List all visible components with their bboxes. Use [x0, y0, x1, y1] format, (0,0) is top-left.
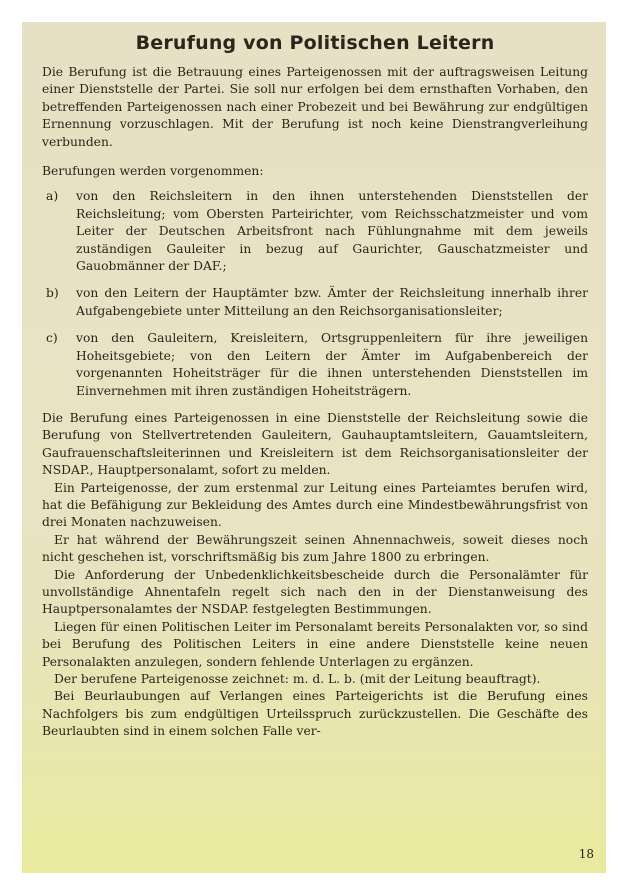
body-paragraph: Die Berufung eines Parteigenossen in eine Dienststelle der Reichsleitung sowie die Berufung von Stellvertretenden Gauleitern, Gauhauptamtsleitern, Gauamtsleitern, Gaufrauenschaftsleiterinnen und Kreisleitern ist dem Reichsorganisationsleiter der NSDAP., Hauptpersonalamt, sofort zu melden. — [42, 410, 588, 478]
body-paragraph: Bei Beurlaubungen auf Verlangen eines Parteigerichts ist die Berufung eines Nachfolgers bis zum endgültigen Urteilsspruch zurückzustellen. Die Geschäfte des Beurlaubten sind in einem solchen Falle ver- — [42, 689, 588, 739]
list-marker: a) — [46, 189, 59, 204]
body-paragraph: Er hat während der Bewährungszeit seinen Ahnennachweis, soweit dieses noch nicht geschehen ist, vorschriftsmäßig bis zum Jahre 1800 zu erbringen. — [42, 532, 588, 565]
list-item-text: von den Leitern der Hauptämter bzw. Ämter der Reichsleitung innerhalb ihrer Aufgabengebiete unter Mitteilung an den Reichsorganisationsleiter; — [76, 286, 588, 318]
document-page — [22, 22, 606, 873]
list-marker: b) — [46, 286, 59, 301]
page-number: 18 — [578, 847, 594, 861]
body-paragraph: Die Anforderung der Unbedenklichkeitsbescheide durch die Personalämter für unvollständige Ahnentafeln regelt sich nach den in der Dienstanweisung des Hauptpersonalamtes der NSDAP. festgelegten Bestimmungen. — [42, 567, 588, 617]
list-lead: Berufungen werden vorgenommen: — [42, 164, 264, 179]
list-item-c — [42, 330, 588, 400]
body-paragraph: Liegen für einen Politischen Leiter im Personalamt bereits Personalakten vor, so sind bei Berufung des Politischen Leiters in eine andere Dienststelle keine neuen Personalakten anzulegen, sondern fehlende Unterlagen zu ergänzen. — [42, 619, 588, 669]
body-paragraph: Der berufene Parteigenosse zeichnet: m. d. L. b. (mit der Leitung beauftragt). — [54, 672, 541, 686]
page-title: Berufung von Politischen Leitern — [135, 32, 495, 54]
list-item-a — [42, 188, 588, 275]
list-marker: c) — [46, 331, 58, 346]
intro-paragraph: Die Berufung ist die Betrauung eines Parteigenossen mit der auftragsweisen Leitung einer Dienststelle der Partei. Sie soll nur erfolgen bei dem ernsthaften Vorhaben, den betreffenden Parteigenossen nach einer Probezeit und bei Bewährung zur endgültigen Ernennung vorzuschlagen. Mit der Berufung ist noch keine Dienstrangverleihung verbunden. — [42, 65, 588, 149]
list-item-b — [42, 285, 588, 320]
body-paragraph: Ein Parteigenosse, der zum erstenmal zur Leitung eines Parteiamtes berufen wird, hat die Befähigung zur Bekleidung des Amtes durch eine Mindestbewährungsfrist von drei Monaten nachzuweisen. — [42, 480, 588, 530]
list-item-text: von den Gauleitern, Kreisleitern, Ortsgruppenleitern für ihre jeweiligen Hoheitsgebiete; von den Leitern der Ämter im Aufgabenbereich der vorgenannten Hoheitsträger für die ihnen unterstehenden Dienststellen im Einvernehmen mit ihren zuständigen Hoheitsträgern. — [76, 331, 588, 398]
list-item-text: von den Reichsleitern in den ihnen unterstehenden Dienststellen der Reichsleitung; vom Obersten Parteirichter, vom Reichsschatzmeister und vom Leiter der Deutschen Arbeitsfront nach Fühlungnahme mit dem jeweils zuständigen Gauleiter in bezug auf Gaurichter, Gauschatzmeister und Gauobmänner der DAF.; — [76, 189, 588, 274]
